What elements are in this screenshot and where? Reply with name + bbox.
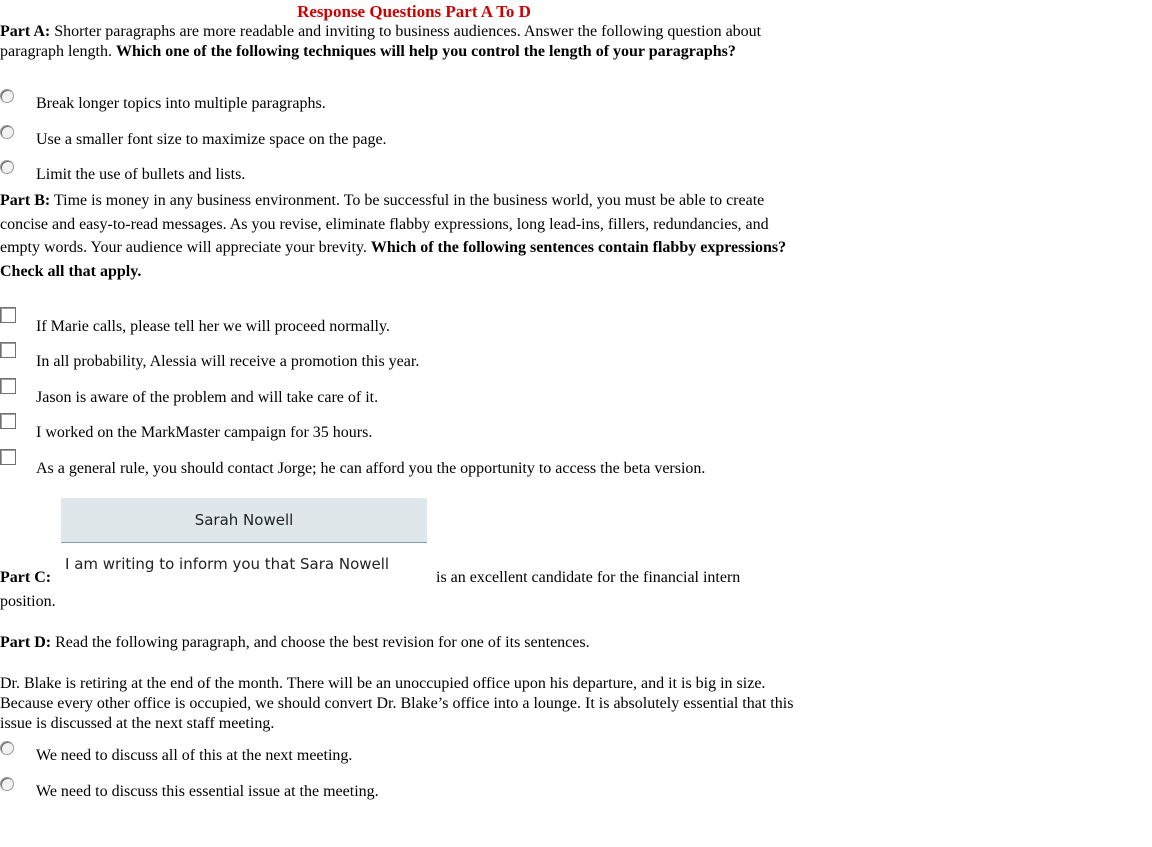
part-c-label: Part C: xyxy=(0,569,52,586)
part-d-option-1[interactable] xyxy=(0,741,830,765)
part-b-option-2[interactable] xyxy=(0,342,830,370)
part-d-intro: Read the following paragraph, and choose the best revision for one of its sentences. xyxy=(51,634,590,651)
part-b-label: Part B: xyxy=(0,192,51,209)
option-label: I worked on the MarkMaster campaign for 35 hours. xyxy=(36,424,373,441)
part-d-paragraph: Dr. Blake is retiring at the end of the month. There will be an unoccupied office upon his departure, and it is big in size. Because every other office is occupied, we should convert Dr. Blake’s office into a lounge. It is absolutely essential that this issue is discussed at the next staff meeting. xyxy=(0,675,794,732)
radio-button[interactable] xyxy=(0,89,14,103)
option-label: In all probability, Alessia will receive a promotion this year. xyxy=(36,353,420,370)
part-c-dropdown[interactable] xyxy=(61,498,427,543)
part-a-label: Part A: xyxy=(0,23,51,40)
checkbox[interactable] xyxy=(0,449,16,465)
option-label: Limit the use of bullets and lists. xyxy=(36,166,246,183)
part-b-question: Which of the following sentences contain flabby expressions? Check all that apply. xyxy=(0,239,787,280)
option-label: Break longer topics into multiple paragraphs. xyxy=(36,95,326,112)
part-b-intro: Time is money in any business environment. To be successful in the business world, you must be able to create concise and easy-to-read messages. As you revise, eliminate flabby expressions, long lead-ins, fillers, redundancies, and empty words. Your audience will appreciate your brevity. xyxy=(0,192,769,256)
radio-button[interactable] xyxy=(0,741,14,755)
part-a-option-3[interactable] xyxy=(0,160,830,184)
checkbox[interactable] xyxy=(0,413,16,429)
option-label: If Marie calls, please tell her we will proceed normally. xyxy=(36,318,390,335)
checkbox[interactable] xyxy=(0,342,16,358)
part-c-dropdown-option[interactable]: I am writing to inform you that Sara Nowell xyxy=(65,555,390,573)
option-label: As a general rule, you should contact Jorge; he can afford you the opportunity to access the beta version. xyxy=(36,460,706,477)
part-b-prompt xyxy=(0,189,810,283)
part-c-continuation: position. xyxy=(0,593,56,610)
part-b-option-5[interactable] xyxy=(0,449,830,477)
part-b-option-3[interactable] xyxy=(0,378,830,406)
radio-button[interactable] xyxy=(0,777,14,791)
part-d-label: Part D: xyxy=(0,634,52,651)
option-label: Jason is aware of the problem and will take care of it. xyxy=(36,389,379,406)
dropdown-selected-value: Sarah Nowell xyxy=(194,511,294,529)
part-d-option-2[interactable] xyxy=(0,777,830,801)
part-a-question: Which one of the following techniques will help you control the length of your paragraphs? xyxy=(115,43,736,60)
part-c-after-text: is an excellent candidate for the financial intern xyxy=(436,569,741,586)
option-label: Use a smaller font size to maximize space on the page. xyxy=(36,131,387,148)
part-b-option-4[interactable] xyxy=(0,413,830,441)
part-a-prompt xyxy=(0,22,810,62)
option-label: We need to discuss this essential issue at the meeting. xyxy=(36,783,379,800)
part-d-prompt xyxy=(0,633,810,653)
part-b-option-1[interactable] xyxy=(0,307,830,335)
part-a-option-2[interactable] xyxy=(0,125,830,149)
radio-button[interactable] xyxy=(0,160,14,174)
checkbox[interactable] xyxy=(0,307,16,323)
part-a-option-1[interactable] xyxy=(0,89,830,113)
page-title: Response Questions Part A To D xyxy=(297,2,531,21)
checkbox[interactable] xyxy=(0,378,16,394)
option-label: We need to discuss all of this at the next meeting. xyxy=(36,747,353,764)
part-a-intro: Shorter paragraphs are more readable and inviting to business audiences. Answer the following question about paragraph length. xyxy=(0,23,762,60)
radio-button[interactable] xyxy=(0,125,14,139)
